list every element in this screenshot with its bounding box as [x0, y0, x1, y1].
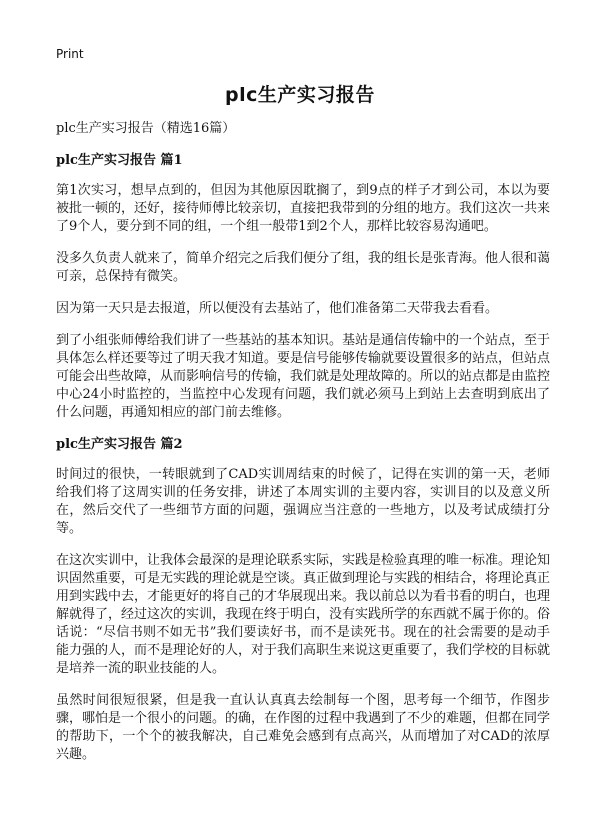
- section-2: [56, 436, 550, 764]
- print-label: Print: [56, 47, 84, 61]
- paragraph: 因为第一天只是去报道，所以便没有去基站了，他们准备第二天带我去看看。: [56, 301, 499, 316]
- document-title: plc生产实习报告: [225, 84, 375, 106]
- section-1: [56, 152, 550, 422]
- paragraph: 到了小组张师傅给我们讲了一些基站的基本知识。基站是通信传输中的一个站点，至于具体怎么样还要等过了明天我才知道。要是信号能够传输就要设置很多的站点，但站点可能会出些故障，从而影响信号的传输，我们就是处理故障的。所以的站点都是由监控中心24小时监控的，当监控中心发现有问题，我们就必须马上到站上去查明到底出了什么问题，再通知相应的部门前去维修。: [56, 333, 551, 420]
- document-subtitle: plc生产实习报告（精选16篇）: [56, 121, 236, 136]
- section-heading: plc生产实习报告 篇2: [56, 437, 183, 452]
- section-heading: plc生产实习报告 篇1: [56, 153, 183, 168]
- paragraph: 没多久负责人就来了，简单介绍完之后我们便分了组，我的组长是张青海。他人很和蔼可亲，总保持有微笑。: [56, 251, 551, 284]
- paragraph: 在这次实训中，让我体会最深的是理论联系实际，实践是检验真理的唯一标准。理论知识固然重要，可是无实践的理论就是空谈。真正做到理论与实践的相结合，将理论真正用到实践中去，才能更好的将自己的才华展现出来。我以前总以为看书看的明白，也理解就得了，经过这次的实训，我现在终于明白，没有实践所学的东西就不属于你的。俗话说：“尽信书则不如无书”我们要读好书，而不是读死书。现在的社会需要的是动手能力强的人，而不是理论好的人，对于我们高职生来说这更重要了，我们学校的目标就是培养一流的职业技能的人。: [56, 553, 551, 676]
- document-body: [56, 120, 550, 776]
- paragraph: 虽然时间很短很紧，但是我一直认认真真去绘制每一个图，思考每一个细节，作图步骤，哪怕是一个很小的问题。的确，在作图的过程中我遇到了不少的难题，但都在同学的帮助下，一个个的被我解决，自己难免会感到有点高兴，从而增加了对CAD的浓厚兴趣。: [56, 693, 551, 762]
- paragraph: 时间过的很快，一转眼就到了CAD实训周结束的时候了，记得在实训的第一天，老师给我们将了这周实训的任务安排，讲述了本周实训的主要内容，实训目的以及意义所在，然后交代了一些细节方面的问题，强调应当注意的一些地方，以及考试成绩打分等。: [56, 467, 550, 536]
- paragraph: 第1次实习，想早点到的，但因为其他原因耽搁了，到9点的样子才到公司，本以为要被批一顿的，还好，接待师傅比较亲切，直接把我带到的分组的地方。我们这次一共来了9个人，要分到不同的组，一个组一般带1到2个人，那样比较容易沟通吧。: [56, 183, 551, 234]
